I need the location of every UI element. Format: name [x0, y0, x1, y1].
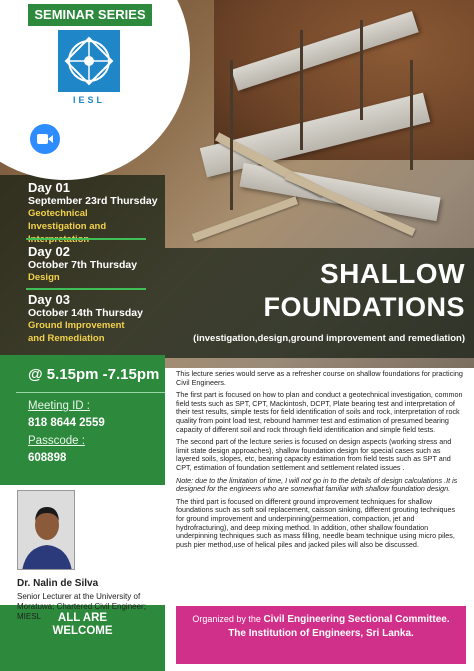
lecturer-description: Senior Lecturer at the University of Moratuwa; Chartered Civil Engineer; MIESL [17, 592, 146, 621]
day-topic: Ground Improvement and Remediation [28, 320, 125, 344]
organizer-institution: The Institution of Engineers, Sri Lanka. [228, 628, 414, 639]
day-topic: Design [28, 272, 60, 283]
passcode-value[interactable]: 608898 [28, 452, 67, 464]
day-date: October 14th Thursday [28, 307, 143, 319]
day-date: September 23rd Thursday [28, 195, 158, 207]
day-label: Day 02 [28, 244, 70, 259]
meeting-id-label: Meeting ID : [28, 400, 90, 412]
welcome-message [0, 612, 165, 638]
day-date: October 7th Thursday [28, 259, 138, 271]
paragraph: The third part is focused on different ground improvement techniques for shallow foundations such as soft soil replacement, caisson sinking, different grouting techniques for ground improvement and underpinning(permeation, compaction, jet and hydrofracturing), and deep mixing method. In addition, other shallow foundation underpinning techniques such as mass filling, needle beam technique using micro piles, push pier method,use of helical piles and jacked piles will also be discussed. [176, 496, 456, 549]
zoom-label: zoom [70, 126, 130, 151]
divider [26, 238, 146, 240]
title-line-1: SHALLOW [319, 258, 465, 289]
day-label: Day 01 [28, 180, 70, 195]
session-time: @ 5.15pm -7.15pm [28, 366, 160, 383]
title-subtitle: (investigation,design,ground improvement and remediation) [193, 333, 465, 344]
organizer-box [176, 606, 466, 664]
description-body [176, 370, 464, 553]
day-01 [28, 180, 158, 246]
note-paragraph: Note: due to the limitation of time, I will not go in to the details of design calculations .It is designed for the engineers who are somewhat familiar with shallow foundation design. [176, 475, 458, 494]
zoom-badge [30, 124, 129, 154]
welcome-line: WELCOME [52, 625, 113, 637]
day-03 [28, 292, 143, 345]
organizer-committee: Civil Engineering Sectional Committee. [263, 614, 450, 625]
iesl-logo-text: IESL [72, 95, 105, 105]
lecturer-photo [17, 490, 75, 570]
seminar-series-banner: SEMINAR SERIES [28, 4, 152, 26]
iesl-logo [58, 30, 120, 92]
day-label: Day 03 [28, 292, 70, 307]
divider [26, 288, 146, 290]
organizer-line [176, 614, 466, 625]
day-topic: Geotechnical Investigation and [28, 208, 107, 232]
divider [16, 392, 165, 393]
meeting-id-value[interactable]: 818 8644 2559 [28, 417, 105, 429]
organizer-prefix: Organized by the [192, 614, 261, 624]
paragraph: The first part is focused on how to plan and conduct a geotechnical investigation, common field tests such as SPT, CPT, Mackintosh, DCPT, Plate bearing test and interpretation of their test results, simple tests for field identification of soils and rock, interpretation of rock quality from point load test, rebound hammer test and estimation of presumed bearing capacity of different soil and rock through field identification and simple field tests. [176, 390, 463, 434]
lecturer-name: Dr. Nalin de Silva [17, 578, 99, 589]
title-line-2: FOUNDATIONS [263, 292, 465, 322]
video-camera-icon [30, 124, 60, 154]
paragraph: The second part of the lecture series is focused on design aspects (working stress and limit state design approaches), shallow foundation design for special cases such as layered soils, slopes, etc, bearing capacity estimation from field tests such as SPT and CPT, estimation of foundation settlement and settlement related issues . [176, 437, 452, 472]
passcode-label: Passcode : [28, 435, 85, 447]
welcome-line: ALL ARE [57, 612, 108, 624]
paragraph: This lecture series would serve as a refresher course on shallow foundations for practicing Civil Engineers. [176, 369, 463, 387]
day-02 [28, 244, 137, 284]
